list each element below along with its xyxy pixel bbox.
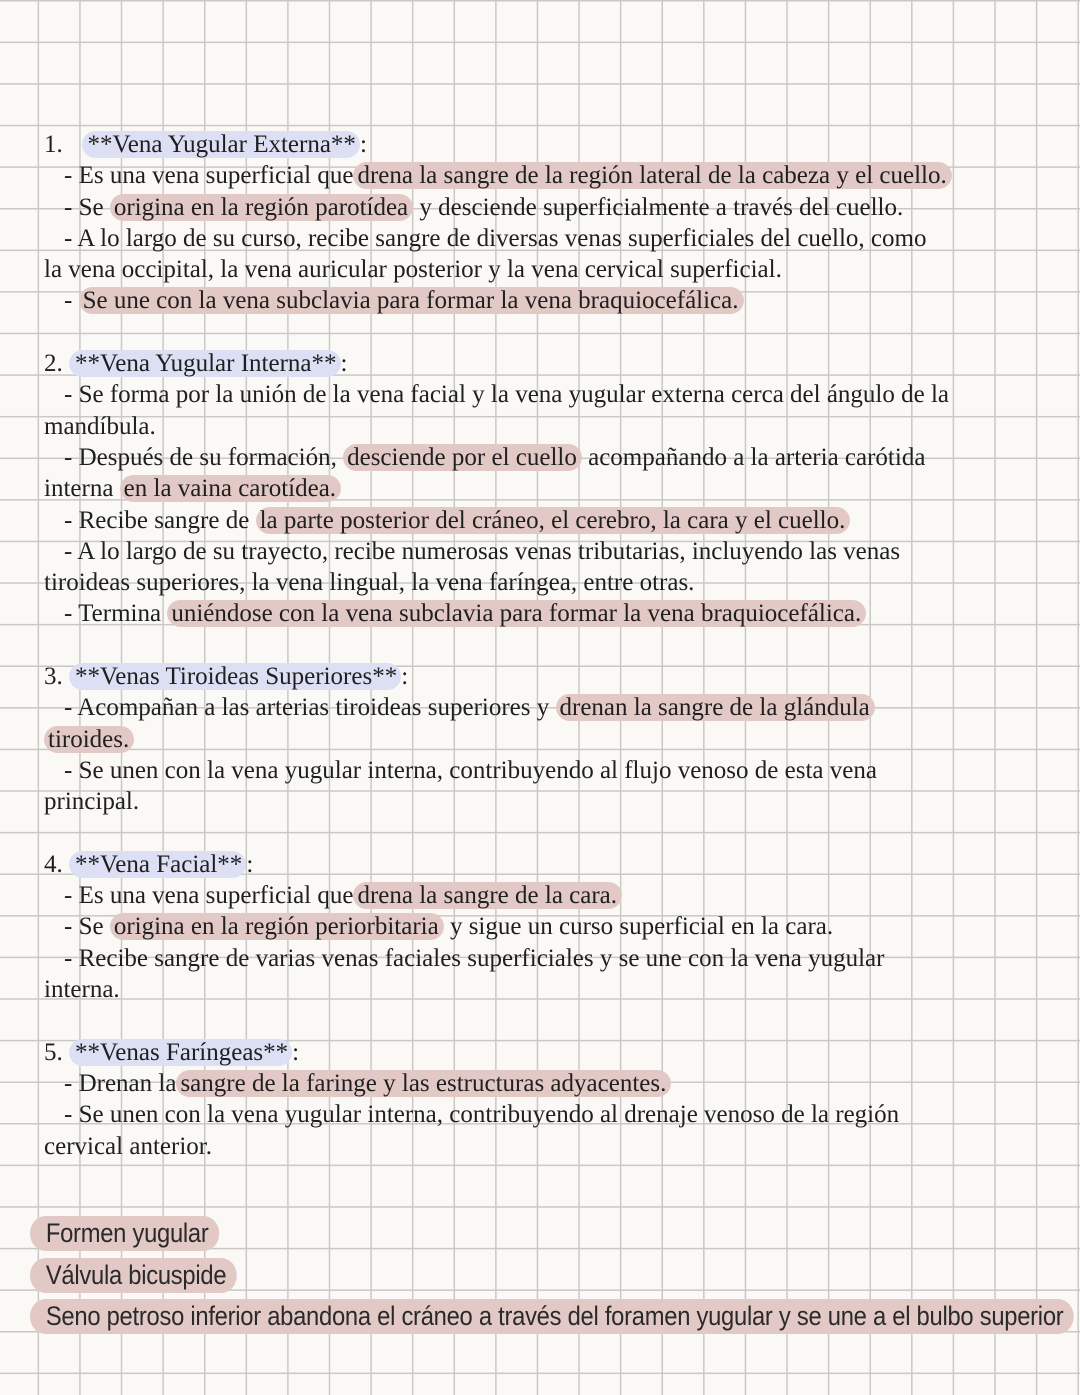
- bullet-line: - Acompañan a las arterias tiroideas superiores y drenan la sangre de la glándula: [44, 692, 1039, 723]
- section-title: **Vena Facial**: [69, 851, 246, 878]
- section-number: 1.: [44, 131, 63, 158]
- continuation-line: principal.: [44, 788, 140, 816]
- section-number: 2.: [44, 350, 63, 378]
- section-venas-faringeas: [44, 1037, 1039, 1162]
- handwritten-note: Válvula bicuspide: [30, 1258, 237, 1293]
- highlight: la parte posterior del cráneo, el cerebro, la cara y el cuello.: [256, 507, 851, 534]
- continuation-line: interna.: [44, 976, 120, 1004]
- section-heading: 3. **Venas Tiroideas Superiores** :: [44, 663, 409, 691]
- section-heading: 5. **Venas Faríngeas** :: [44, 1038, 300, 1066]
- bullet-line: - Es una vena superficial que drena la sangre de la cara.: [44, 880, 1039, 911]
- section-title: **Vena Yugular Interna**: [69, 350, 341, 377]
- highlight: drenan la sangre de la glándula: [556, 694, 875, 721]
- handwritten-line: [30, 1255, 1040, 1297]
- bullet-line: - Termina uniéndose con la vena subclavia para formar la vena braquiocefálica.: [44, 598, 1039, 629]
- bullet-line: - Se forma por la unión de la vena facial y la vena yugular externa cerca del ángulo de la: [64, 381, 950, 409]
- highlight: tiroides.: [44, 726, 134, 753]
- highlight: sangre de la faringe y las estructuras adyacentes.: [176, 1070, 671, 1097]
- bullet-line: - Es una vena superficial que drena la sangre de la región lateral de la cabeza y el cuello.: [44, 160, 1039, 191]
- bullet-line: - Se origina en la región periorbitaria y sigue un curso superficial en la cara.: [64, 913, 834, 941]
- highlight: uniéndose con la vena subclavia para formar la vena braquiocefálica.: [167, 600, 866, 627]
- continuation-line: mandíbula.: [44, 412, 156, 440]
- highlight: desciende por el cuello: [343, 444, 582, 471]
- section-vena-yugular-interna: [44, 348, 1039, 630]
- bullet-line: - Recibe sangre de varias venas faciales superficiales y se une con la vena yugular: [64, 944, 885, 972]
- section-heading: 1. **Vena Yugular Externa** :: [44, 131, 367, 158]
- section-heading: 4. **Vena Facial** :: [44, 850, 254, 878]
- continuation-line: la vena occipital, la vena auricular posterior y la vena cervical superficial.: [44, 256, 782, 284]
- highlight: drena la sangre de la región lateral de la cabeza y el cuello.: [353, 162, 951, 189]
- section-title: **Venas Tiroideas Superiores**: [69, 663, 401, 690]
- highlight: origina en la región periorbitaria: [110, 913, 444, 940]
- bullet-line: - Se unen con la vena yugular interna, contribuyendo al drenaje venoso de la región: [64, 1101, 900, 1129]
- section-number: 3.: [44, 663, 63, 691]
- section-number: 4.: [44, 850, 63, 878]
- highlight: drena la sangre de la cara.: [353, 882, 622, 909]
- bullet-line: - Se une con la vena subclavia para formar la vena braquiocefálica.: [44, 285, 1039, 316]
- bullet-line: - A lo largo de su trayecto, recibe numerosas venas tributarias, incluyendo las venas: [64, 537, 901, 565]
- bullet-line: - Recibe sangre de la parte posterior del cráneo, el cerebro, la cara y el cuello.: [44, 505, 1039, 536]
- handwritten-line: [30, 1296, 1064, 1338]
- highlight: origina en la región parotídea: [110, 194, 413, 221]
- continuation-line: cervical anterior.: [44, 1132, 212, 1160]
- continuation-line: interna en la vaina carotídea.: [44, 473, 1039, 504]
- handwritten-note: Formen yugular: [30, 1216, 219, 1251]
- continuation-line: [44, 724, 1039, 755]
- section-vena-yugular-externa: [44, 129, 1039, 317]
- highlight: Se une con la vena subclavia para formar la vena braquiocefálica.: [79, 287, 744, 314]
- continuation-line: tiroideas superiores, la vena lingual, la vena faríngea, entre otras.: [44, 569, 695, 597]
- section-heading: 2. **Vena Yugular Interna** :: [44, 350, 348, 378]
- handwritten-note: Seno petroso inferior abandona el cráneo a través del foramen yugular y se une a el bulbo superior: [30, 1299, 1074, 1334]
- bullet-line: - A lo largo de su curso, recibe sangre de diversas venas superficiales del cuello, como: [64, 224, 927, 252]
- section-vena-facial: [44, 849, 1039, 1005]
- bullet-line: - Drenan la sangre de la faringe y las estructuras adyacentes.: [44, 1068, 1039, 1099]
- bullet-line: - Se unen con la vena yugular interna, contribuyendo al flujo venoso de esta vena: [64, 756, 877, 784]
- section-number: 5.: [44, 1038, 63, 1066]
- highlight: en la vaina carotídea.: [120, 475, 341, 502]
- notes-document: [44, 129, 1039, 1162]
- handwritten-notes: [30, 1213, 1064, 1338]
- bullet-line: - Se origina en la región parotídea y desciende superficialmente a través del cuello.: [64, 193, 904, 221]
- handwritten-line: [30, 1213, 1040, 1255]
- section-venas-tiroideas-superiores: [44, 661, 1039, 817]
- bullet-line: - Después de su formación, desciende por el cuello acompañando a la arteria carótida: [64, 443, 926, 471]
- section-title: **Venas Faríngeas**: [69, 1039, 292, 1066]
- section-title: **Vena Yugular Externa**: [82, 131, 360, 158]
